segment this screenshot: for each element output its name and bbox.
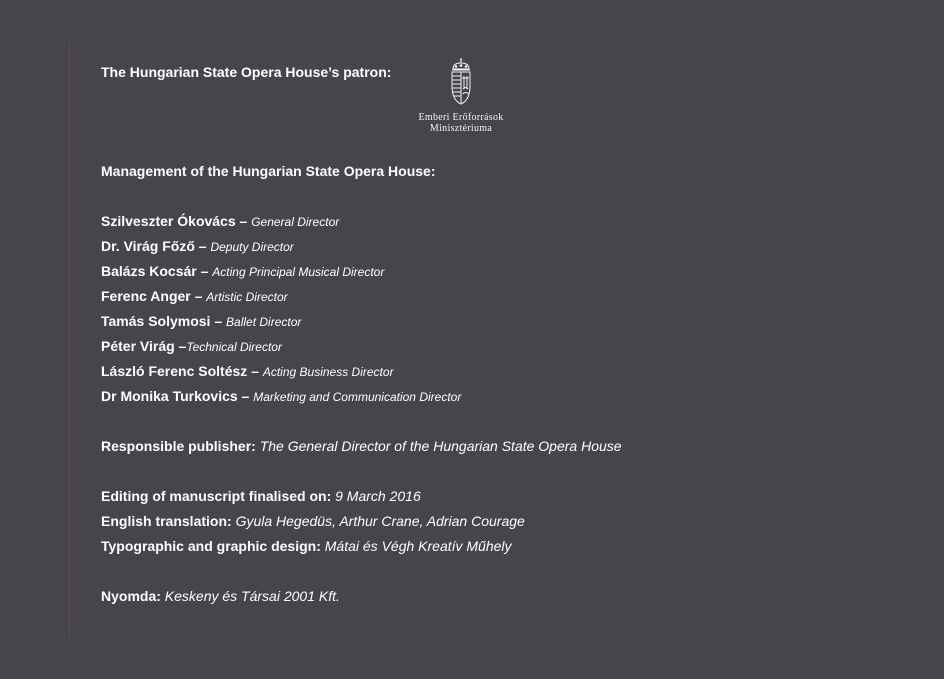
printer-value: Keskeny és Társai 2001 Kft. — [164, 588, 340, 604]
coat-of-arms-icon — [446, 56, 476, 108]
person-role: Artistic Director — [206, 290, 288, 304]
ministry-name-line2: Minisztériuma — [429, 123, 493, 134]
management-row — [101, 237, 294, 256]
credit-row — [101, 487, 421, 505]
person-name: Ferenc Anger – — [101, 288, 203, 304]
ministry-name-line1: Emberi Erőforrások — [418, 112, 504, 123]
person-role: Acting Principal Musical Director — [212, 265, 385, 279]
credit-row — [101, 512, 525, 530]
credit-label: Editing of manuscript finalised on: — [101, 488, 332, 504]
person-role: Ballet Director — [226, 315, 302, 329]
management-row — [101, 287, 288, 306]
credit-row — [101, 537, 512, 555]
printer-label: Nyomda: — [101, 588, 161, 604]
credit-value: Gyula Hegedüs, Arthur Crane, Adrian Courage — [235, 513, 525, 529]
credit-label: English translation: — [101, 513, 232, 529]
management-row — [101, 387, 461, 406]
credit-label: Typographic and graphic design: — [101, 538, 321, 554]
publisher-row — [101, 437, 622, 455]
person-name: Tamás Solymosi – — [101, 313, 223, 329]
ministry-logo — [391, 56, 531, 134]
person-name: László Ferenc Soltész – — [101, 363, 259, 379]
person-role: General Director — [251, 215, 340, 229]
person-role: Deputy Director — [210, 240, 294, 254]
management-row — [101, 337, 282, 356]
left-accent-rule — [69, 44, 70, 636]
person-role: Technical Director — [186, 340, 282, 354]
person-role: Marketing and Communication Director — [253, 390, 462, 404]
person-role: Acting Business Director — [262, 365, 394, 379]
person-name: Szilveszter Ókovács – — [101, 213, 248, 229]
person-name: Dr. Virág Főző – — [101, 238, 207, 254]
printer-row — [101, 587, 340, 605]
management-row — [101, 262, 384, 281]
credit-value: Mátai és Végh Kreatív Műhely — [324, 538, 512, 554]
management-heading: Management of the Hungarian State Opera House: — [101, 163, 436, 179]
credit-value: 9 March 2016 — [335, 488, 421, 504]
person-name: Dr Monika Turkovics – — [101, 388, 250, 404]
management-row — [101, 312, 301, 331]
patron-label: The Hungarian State Opera House’s patron: — [101, 64, 392, 80]
management-row — [101, 212, 339, 231]
publisher-value: The General Director of the Hungarian State Opera House — [259, 438, 622, 454]
person-name: Balázs Kocsár – — [101, 263, 209, 279]
person-name: Péter Virág – — [101, 338, 187, 354]
management-row — [101, 362, 394, 381]
publisher-label: Responsible publisher: — [101, 438, 256, 454]
